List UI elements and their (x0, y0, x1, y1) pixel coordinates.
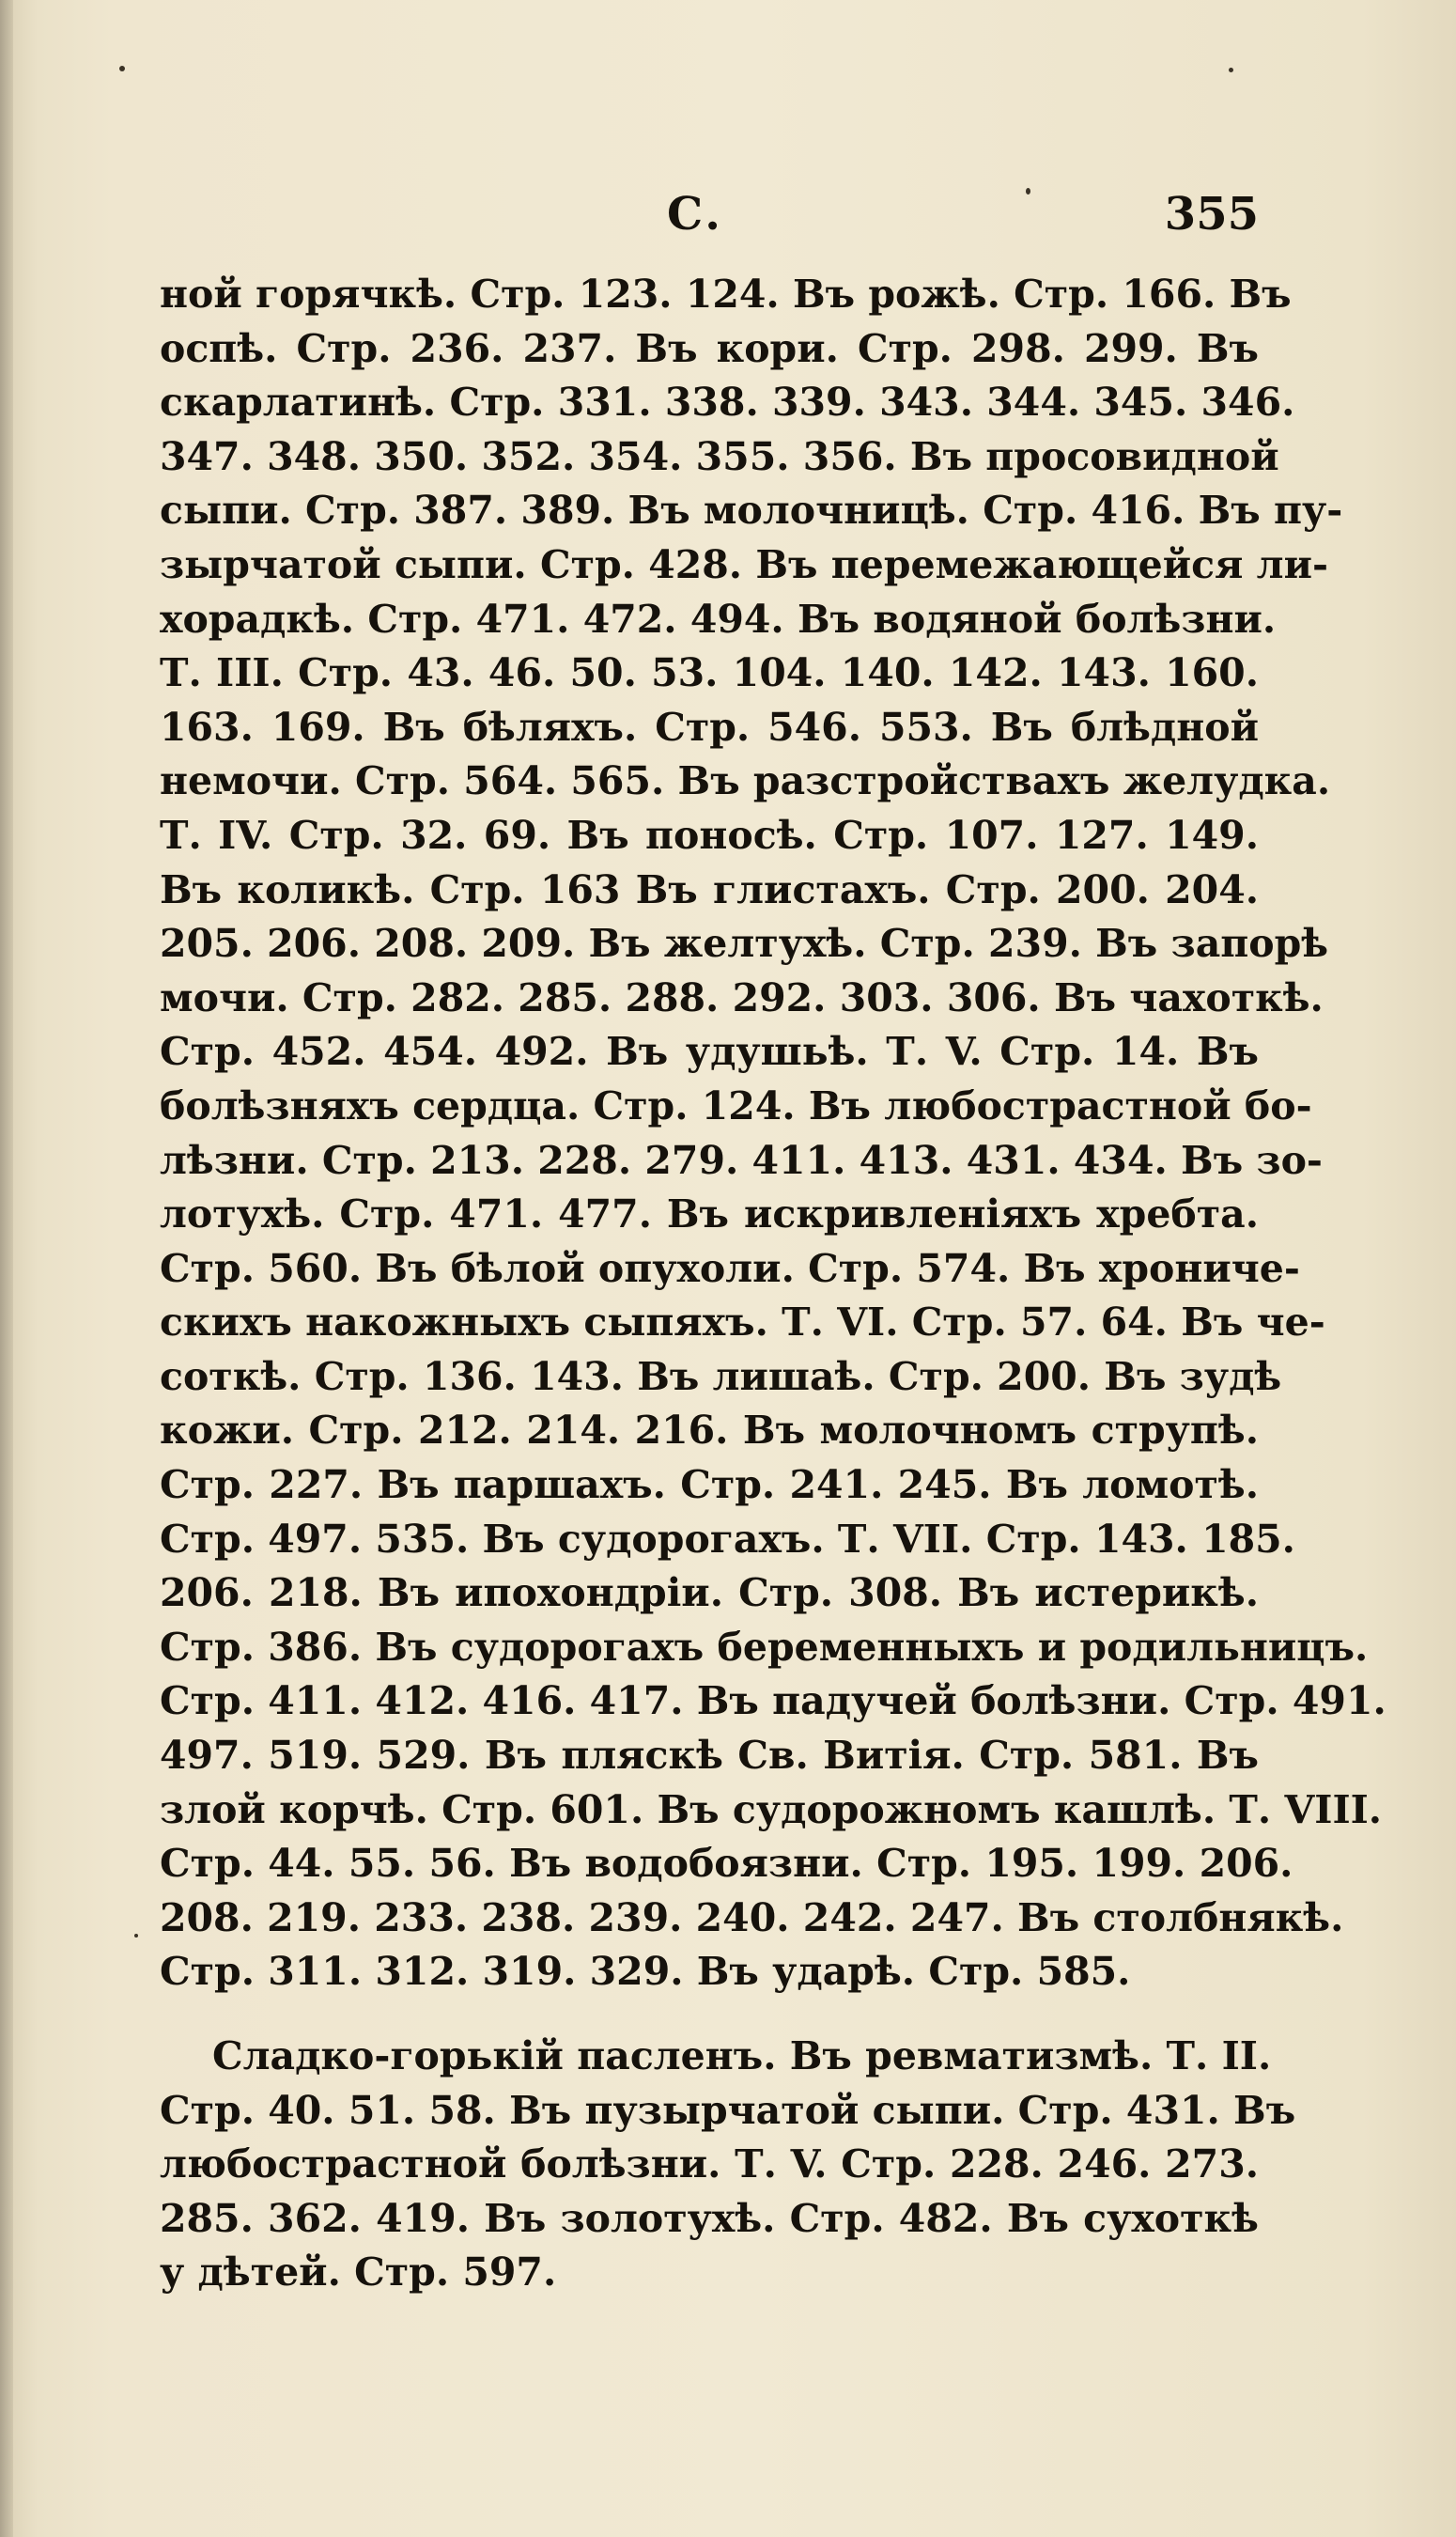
text-line: 208. 219. 233. 238. 239. 240. 242. 247. Въ столбнякѣ. (160, 1894, 1344, 1940)
text-line: мочи. Стр. 282. 285. 288. 292. 303. 306. Въ чахоткѣ. (160, 974, 1324, 1020)
text-line: 163. 169. Въ бѣляхъ. Стр. 546. 553. Въ блѣдной (160, 704, 1259, 750)
text-line: Стр. 497. 535. Въ судорогахъ. Т. VII. Стр. 143. 185. (160, 1516, 1295, 1562)
text-line: 347. 348. 350. 352. 354. 355. 356. Въ просовидной (160, 433, 1279, 479)
running-head: С. (667, 188, 722, 241)
text-line: Стр. 452. 454. 492. Въ удушьѣ. Т. V. Стр. 14. Въ (160, 1029, 1259, 1075)
text-line: лѣзни. Стр. 213. 228. 279. 411. 413. 431. 434. Въ зо- (160, 1137, 1323, 1183)
text-line: 205. 206. 208. 209. Въ желтухѣ. Стр. 239. Въ запорѣ (160, 921, 1329, 967)
text-line: Стр. 560. Въ бѣлой опухоли. Стр. 574. Въ хрониче- (160, 1245, 1300, 1291)
text-line: Сладко-горькій пасленъ. Въ ревматизмѣ. Т. II. (212, 2033, 1272, 2078)
text-line: соткѣ. Стр. 136. 143. Въ лишаѣ. Стр. 200. Въ зудѣ (160, 1353, 1282, 1399)
text-line: 285. 362. 419. Въ золотухѣ. Стр. 482. Въ сухоткѣ (160, 2195, 1259, 2241)
text-line: 206. 218. Въ ипохондріи. Стр. 308. Въ истерикѣ. (160, 1570, 1259, 1616)
text-line: Стр. 411. 412. 416. 417. Въ падучей болѣзни. Стр. 491. (160, 1678, 1386, 1724)
text-line: Стр. 311. 312. 319. 329. Въ ударѣ. Стр. 585. (160, 1949, 1131, 1995)
text-line: Т. IV. Стр. 32. 69. Въ поносѣ. Стр. 107. 127. 149. (160, 812, 1259, 858)
page-number: 355 (1164, 188, 1259, 241)
page-header (160, 188, 1259, 244)
paragraph-2 (160, 2030, 1296, 2300)
text-line: скихъ накожныхъ сыпяхъ. Т. VI. Стр. 57. 64. Въ че- (160, 1300, 1325, 1346)
text-line: зырчатой сыпи. Стр. 428. Въ перемежающейся ли- (160, 541, 1329, 587)
paragraph-gap (160, 2000, 1259, 2030)
text-line: Т. III. Стр. 43. 46. 50. 53. 104. 140. 142. 143. 160. (160, 650, 1259, 696)
paragraph-1 (160, 268, 1386, 2000)
text-line: немочи. Стр. 564. 565. Въ разстройствахъ желудка. (160, 758, 1331, 804)
text-line: Стр. 44. 55. 56. Въ водобоязни. Стр. 195. 199. 206. (160, 1841, 1293, 1887)
text-line: у дѣтей. Стр. 597. (160, 2249, 557, 2296)
text-line: кожи. Стр. 212. 214. 216. Въ молочномъ струпѣ. (160, 1408, 1259, 1454)
text-line: злой корчѣ. Стр. 601. Въ судорожномъ кашлѣ. Т. VIII. (160, 1786, 1383, 1832)
text-line: лотухѣ. Стр. 471. 477. Въ искривленіяхъ хребта. (160, 1191, 1259, 1237)
text-line: болѣзняхъ сердца. Стр. 124. Въ любострастной бо- (160, 1082, 1312, 1128)
text-line: скарлатинѣ. Стр. 331. 338. 339. 343. 344. 345. 346. (160, 380, 1295, 426)
text-line: Стр. 40. 51. 58. Въ пузырчатой сыпи. Стр. 431. Въ (160, 2087, 1296, 2133)
text-line: любострастной болѣзни. Т. V. Стр. 228. 246. 273. (160, 2141, 1259, 2187)
binding-edge (0, 0, 13, 2537)
text-line: хорадкѣ. Стр. 471. 472. 494. Въ водяной болѣзни. (160, 596, 1277, 642)
text-line: оспѣ. Стр. 236. 237. Въ кори. Стр. 298. 299. Въ (160, 325, 1259, 371)
text-line: ной горячкѣ. Стр. 123. 124. Въ рожѣ. Стр. 166. Въ (160, 272, 1292, 317)
text-line: Въ коликѣ. Стр. 163 Въ глистахъ. Стр. 200. 204. (160, 866, 1259, 912)
text-line: сыпи. Стр. 387. 389. Въ молочницѣ. Стр. 416. Въ пу- (160, 488, 1343, 534)
text-line: Стр. 227. Въ паршахъ. Стр. 241. 245. Въ ломотѣ. (160, 1462, 1259, 1508)
text-body (160, 268, 1386, 2300)
text-line: 497. 519. 529. Въ пляскѣ Св. Витія. Стр. 581. Въ (160, 1733, 1259, 1779)
text-line: Стр. 386. Въ судорогахъ беременныхъ и родильницъ. (160, 1624, 1369, 1670)
